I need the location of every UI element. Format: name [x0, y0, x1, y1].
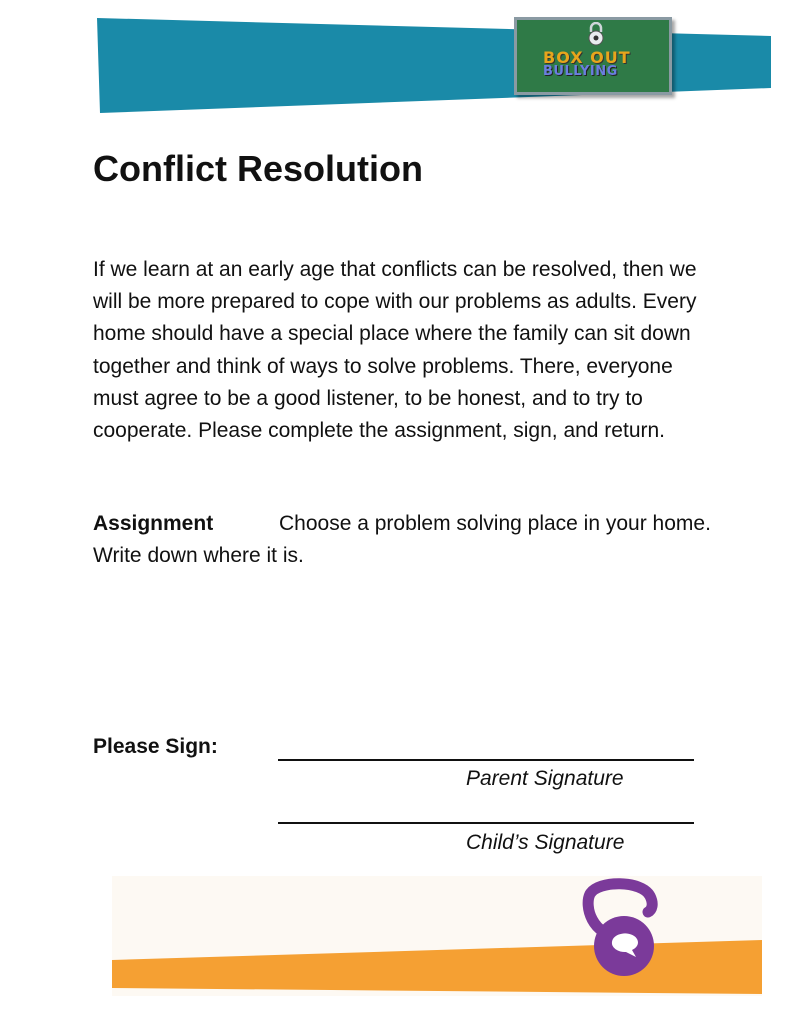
intro-paragraph: If we learn at an early age that conflicts can be resolved, then we will be more prepared to cope with our problems as adults. Every home should have a special place where the family can sit down together and think of ways to solve problems. There, everyone must agree to be a good listener, to be honest, and to try to cooperate. Please complete the assignment, sign, and return. — [93, 258, 697, 443]
box-out-bullying-logo — [514, 17, 672, 95]
child-signature-line[interactable] — [278, 822, 694, 824]
assignment-label: Assignment — [93, 512, 214, 535]
please-sign-label: Please Sign: — [93, 735, 218, 758]
logo-text-box-out: BOX OUT — [543, 48, 631, 67]
child-signature-caption: Child’s Signature — [466, 831, 625, 854]
footer-banner — [112, 876, 762, 996]
header-banner — [0, 0, 791, 120]
parent-signature-caption: Parent Signature — [466, 767, 624, 790]
assignment-text: Choose a problem solving place in your home. Write down where it is. — [93, 512, 711, 567]
page-title: Conflict Resolution — [93, 148, 423, 189]
logo-text-bullying: BULLYING — [543, 64, 618, 79]
assignment-paragraph — [93, 508, 713, 572]
parent-signature-line[interactable] — [278, 759, 694, 761]
lock-icon — [587, 22, 605, 46]
